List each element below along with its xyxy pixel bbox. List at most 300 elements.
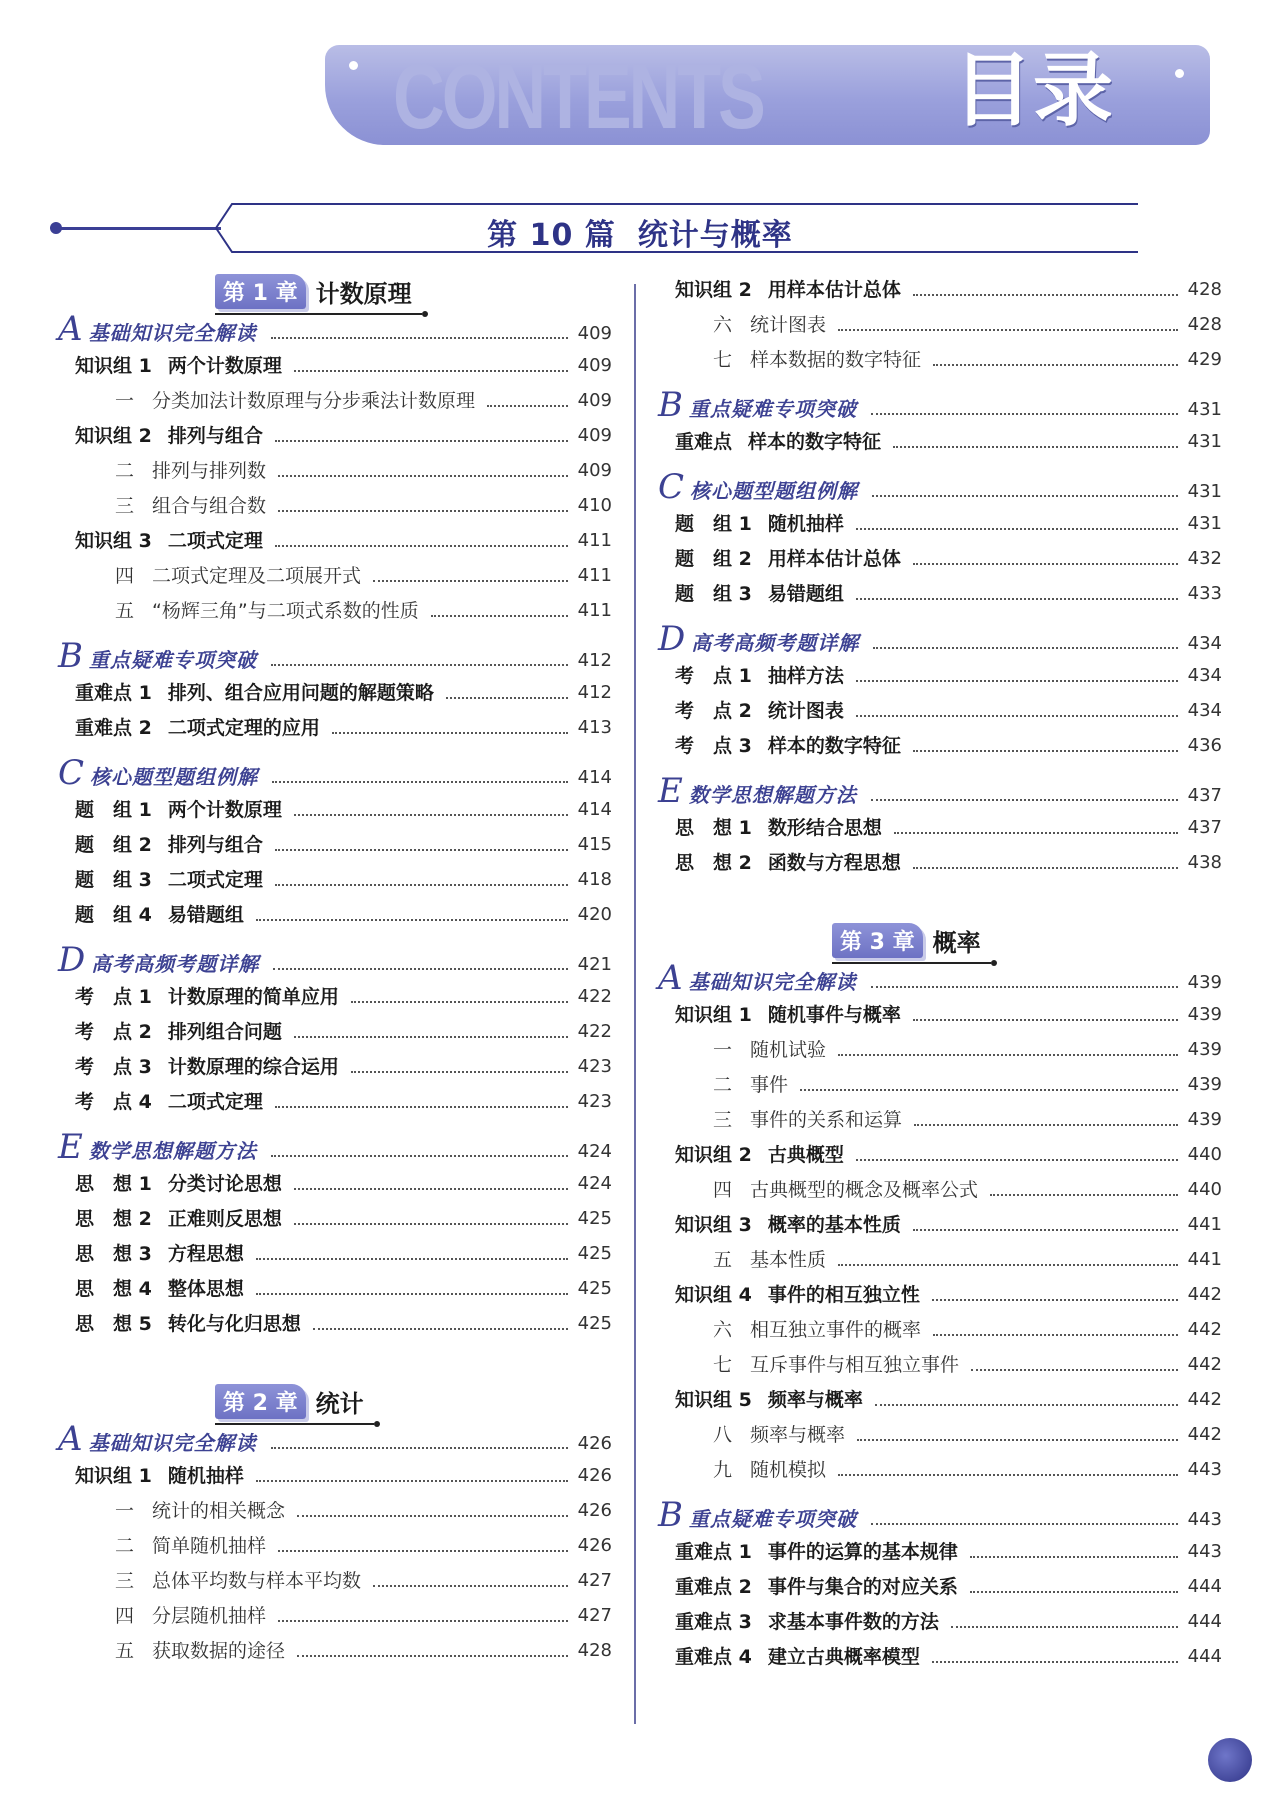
entry-label: 排列与组合 (167, 425, 263, 447)
dot-leader (273, 968, 567, 970)
page-number: 429 (1187, 349, 1222, 370)
page-number: 444 (1187, 1611, 1222, 1632)
dot-leader (951, 1626, 1178, 1628)
entry-prefix: 重难点 1 (75, 682, 152, 704)
page-number: 425 (577, 1208, 612, 1229)
page-number: 426 (577, 1433, 612, 1454)
toc-entry (713, 1178, 1222, 1202)
toc-entry (75, 868, 612, 892)
dot-leader (990, 1194, 1178, 1196)
page-number: 440 (1187, 1179, 1222, 1200)
dot-leader (838, 1054, 1178, 1056)
entry-label: 样本的数字特征 (748, 431, 882, 453)
toc-entry (75, 1020, 612, 1044)
entry-label: 两个计数原理 (167, 355, 282, 377)
section-title: 高考高频考题详解 (91, 952, 260, 976)
dot-leader (913, 750, 1178, 752)
dot-leader (431, 615, 568, 617)
entry-prefix: 题 组 3 (75, 869, 152, 891)
page-number: 420 (577, 904, 612, 925)
entry-prefix: 知识组 2 (675, 279, 752, 301)
page-number: 427 (577, 1605, 612, 1626)
dot-leader (373, 580, 568, 582)
entry-prefix: 知识组 3 (675, 1214, 752, 1236)
page-number: 415 (577, 834, 612, 855)
page-number: 428 (1187, 314, 1222, 335)
page-number: 444 (1187, 1576, 1222, 1597)
entry-prefix: 九 (713, 1459, 733, 1481)
entry-prefix: 重难点 1 (675, 1541, 752, 1563)
dot-leader (838, 1264, 1178, 1266)
banner-dot-left (349, 61, 358, 70)
entry-label: 样本的数字特征 (767, 735, 901, 757)
entry-label: 事件的关系和运算 (750, 1109, 903, 1131)
section-title: 基础知识完全解读 (88, 321, 257, 345)
dot-leader (838, 1474, 1178, 1476)
toc-entry (75, 985, 612, 1009)
toc-entry (675, 1213, 1222, 1237)
dot-leader (271, 1447, 568, 1449)
section-title: 数学思想解题方法 (688, 783, 857, 807)
toc-entry (75, 1464, 612, 1488)
page-corner-tab (1208, 1738, 1252, 1782)
toc-entry (713, 1073, 1222, 1097)
dot-leader (256, 1293, 568, 1295)
toc-entry (675, 1575, 1222, 1599)
section-letter: B (658, 1495, 683, 1535)
dot-leader (838, 329, 1178, 331)
toc-entry (115, 564, 612, 588)
page-number: 427 (577, 1570, 612, 1591)
entry-label: 函数与方程思想 (767, 852, 901, 874)
page-number: 425 (577, 1278, 612, 1299)
page-number: 442 (1187, 1424, 1222, 1445)
section-letter: C (58, 753, 85, 793)
page-number: 437 (1187, 785, 1222, 806)
page-number: 434 (1187, 633, 1222, 654)
page-number: 438 (1187, 852, 1222, 873)
toc-entry (115, 494, 612, 518)
toc-entry (115, 1639, 612, 1663)
dot-leader (313, 1328, 568, 1330)
chapter-title: 概率 (932, 929, 981, 957)
dot-leader (332, 732, 568, 734)
chapter-heading (215, 274, 412, 309)
toc-entry (75, 798, 612, 822)
page-number: 423 (577, 1056, 612, 1077)
entry-label: 计数原理的简单应用 (167, 986, 339, 1008)
entry-prefix: 思 想 5 (75, 1313, 152, 1335)
entry-prefix: 知识组 1 (75, 355, 152, 377)
dot-leader (871, 986, 1178, 988)
entry-label: 相互独立事件的概率 (750, 1319, 922, 1341)
toc-entry (675, 1283, 1222, 1307)
dot-leader (351, 1071, 568, 1073)
entry-label: 二项式定理 (167, 530, 263, 552)
entry-prefix: 思 想 1 (75, 1173, 152, 1195)
entry-prefix: 知识组 5 (675, 1389, 752, 1411)
page-number: 428 (577, 1640, 612, 1661)
page-number: 437 (1187, 817, 1222, 838)
entry-prefix: 考 点 1 (75, 986, 152, 1008)
entry-prefix: 七 (713, 1354, 733, 1376)
entry-prefix: 重难点 2 (75, 717, 152, 739)
toc-entry (75, 424, 612, 448)
entry-prefix: 考 点 2 (75, 1021, 152, 1043)
entry-prefix: 二 (115, 1535, 135, 1557)
dot-leader (271, 337, 568, 339)
dot-leader (275, 849, 568, 851)
toc-entry (75, 833, 612, 857)
chapter-heading (215, 1384, 364, 1419)
entry-prefix: 重难点 2 (675, 1576, 752, 1598)
toc-entry (713, 1423, 1222, 1447)
entry-label: 分类加法计数原理与分步乘法计数原理 (152, 390, 476, 412)
dot-leader (278, 510, 568, 512)
entry-prefix: 五 (115, 600, 135, 622)
dot-leader (933, 1334, 1178, 1336)
toc-entry (75, 1242, 612, 1266)
page-number: 410 (577, 495, 612, 516)
dot-leader (278, 475, 568, 477)
dot-leader (872, 495, 1178, 497)
page-number: 414 (577, 767, 612, 788)
entry-label: 样本数据的数字特征 (750, 349, 922, 371)
section-title: 数学思想解题方法 (88, 1139, 257, 1163)
dot-leader (856, 528, 1178, 530)
dot-leader (894, 832, 1178, 834)
toc-entry (713, 1353, 1222, 1377)
dot-leader (970, 1556, 1178, 1558)
entry-prefix: 知识组 4 (675, 1284, 752, 1306)
entry-prefix: 一 (115, 1500, 135, 1522)
dot-leader (275, 884, 568, 886)
page-number: 444 (1187, 1646, 1222, 1667)
dot-leader (275, 440, 568, 442)
dot-leader (933, 364, 1178, 366)
dot-leader (271, 664, 568, 666)
entry-prefix: 题 组 3 (675, 583, 752, 605)
dot-leader (913, 294, 1178, 296)
entry-label: 数形结合思想 (767, 817, 882, 839)
dot-leader (857, 1439, 1178, 1441)
entry-label: 简单随机抽样 (152, 1535, 267, 1557)
page-number: 431 (1187, 513, 1222, 534)
page-number: 426 (577, 1465, 612, 1486)
entry-prefix: 三 (115, 1570, 135, 1592)
page-number: 409 (577, 323, 612, 344)
toc-entry (675, 1003, 1222, 1027)
entry-label: 总体平均数与样本平均数 (152, 1570, 362, 1592)
entry-prefix: 六 (713, 1319, 733, 1341)
section-letter: D (58, 940, 86, 980)
dot-leader (275, 1106, 568, 1108)
entry-prefix: 知识组 3 (75, 530, 152, 552)
dot-leader (297, 1655, 568, 1657)
entry-prefix: 八 (713, 1424, 733, 1446)
dot-leader (856, 1159, 1178, 1161)
entry-label: 二项式定理及二项展开式 (152, 565, 362, 587)
toc-entry (713, 1318, 1222, 1342)
banner-title: 目录 (953, 45, 1113, 137)
page-number: 441 (1187, 1249, 1222, 1270)
entry-label: 组合与组合数 (152, 495, 267, 517)
section-heading (58, 753, 612, 793)
entry-prefix: 考 点 3 (675, 735, 752, 757)
entry-label: 分层随机抽样 (152, 1605, 267, 1627)
entry-label: 统计图表 (750, 314, 827, 336)
entry-prefix: 考 点 2 (675, 700, 752, 722)
page-number: 442 (1187, 1319, 1222, 1340)
page-number: 442 (1187, 1389, 1222, 1410)
entry-label: 排列、组合应用问题的解题策略 (167, 682, 434, 704)
dot-leader (373, 1585, 568, 1587)
section-title: 重点疑难专项突破 (689, 397, 857, 421)
dot-leader (294, 370, 568, 372)
toc-entry (75, 716, 612, 740)
entry-label: 事件的运算的基本规律 (767, 1541, 958, 1563)
section-heading (58, 636, 612, 676)
entry-label: 随机抽样 (767, 513, 844, 535)
page-number: 409 (577, 425, 612, 446)
entry-label: 计数原理的综合运用 (167, 1056, 339, 1078)
page-number: 439 (1187, 1109, 1222, 1130)
dot-leader (256, 1258, 568, 1260)
entry-prefix: 一 (713, 1039, 733, 1061)
section-title: 高考高频考题详解 (691, 631, 860, 655)
toc-entry (115, 1534, 612, 1558)
toc-entry (713, 313, 1222, 337)
section-title: 重点疑难专项突破 (689, 1507, 857, 1531)
entry-prefix: 题 组 2 (75, 834, 152, 856)
toc-entry (675, 699, 1222, 723)
entry-prefix: 四 (115, 1605, 135, 1627)
dot-leader (294, 814, 568, 816)
section-letter: B (658, 385, 683, 425)
toc-entry (675, 734, 1222, 758)
entry-label: 二项式定理 (167, 869, 263, 891)
page-number: 431 (1187, 399, 1222, 420)
page-number: 443 (1187, 1459, 1222, 1480)
entry-label: 排列与排列数 (152, 460, 267, 482)
dot-leader (271, 1155, 568, 1157)
entry-label: 方程思想 (167, 1243, 244, 1265)
page-number: 439 (1187, 1039, 1222, 1060)
toc-entry (675, 547, 1222, 571)
entry-prefix: 四 (115, 565, 135, 587)
section-title: 重点疑难专项突破 (89, 648, 257, 672)
entry-prefix: 题 组 1 (675, 513, 752, 535)
section-heading (658, 619, 1222, 659)
entry-label: 正难则反思想 (167, 1208, 282, 1230)
toc-entry (115, 1569, 612, 1593)
entry-prefix: 三 (713, 1109, 733, 1131)
section-title: 核心题型题组例解 (90, 765, 259, 789)
page-number: 424 (577, 1141, 612, 1162)
dot-leader (272, 781, 568, 783)
toc-entry (115, 1499, 612, 1523)
dot-leader (351, 1001, 568, 1003)
page-number: 439 (1187, 1004, 1222, 1025)
toc-entry (675, 582, 1222, 606)
toc-entry (713, 1458, 1222, 1482)
entry-prefix: 五 (115, 1640, 135, 1662)
section-heading (58, 309, 612, 349)
entry-prefix: 重难点 3 (675, 1611, 752, 1633)
entry-label: 统计图表 (767, 700, 844, 722)
page-number: 439 (1187, 1074, 1222, 1095)
toc-entry (675, 278, 1222, 302)
toc-entry (675, 430, 1222, 454)
dot-leader (971, 1369, 1178, 1371)
page-number: 442 (1187, 1354, 1222, 1375)
page-number: 409 (577, 390, 612, 411)
entry-prefix: 四 (713, 1179, 733, 1201)
page-number: 426 (577, 1500, 612, 1521)
entry-label: 基本性质 (750, 1249, 827, 1271)
page-number: 436 (1187, 735, 1222, 756)
dot-leader (871, 1523, 1178, 1525)
entry-prefix: 五 (713, 1249, 733, 1271)
entry-label: 易错题组 (167, 904, 244, 926)
dot-leader (873, 647, 1177, 649)
entry-prefix: 二 (713, 1074, 733, 1096)
entry-prefix: 题 组 2 (675, 548, 752, 570)
toc-entry (115, 1604, 612, 1628)
entry-label: 二项式定理 (167, 1091, 263, 1113)
page-number: 443 (1187, 1541, 1222, 1562)
entry-label: 二项式定理的应用 (167, 717, 320, 739)
dot-leader (913, 867, 1178, 869)
entry-prefix: 思 想 2 (75, 1208, 152, 1230)
toc-entry (115, 459, 612, 483)
chapter-heading (832, 923, 981, 958)
entry-label: 古典概型的概念及概率公式 (750, 1179, 979, 1201)
page-number: 431 (1187, 431, 1222, 452)
section-heading (658, 385, 1222, 425)
page-number: 425 (577, 1243, 612, 1264)
entry-label: 统计的相关概念 (152, 1500, 286, 1522)
page-number: 439 (1187, 972, 1222, 993)
chapter-badge: 第 2 章 (215, 1384, 306, 1419)
page-number: 411 (577, 530, 612, 551)
page-number: 422 (577, 986, 612, 1007)
page-number: 440 (1187, 1144, 1222, 1165)
toc-entry (75, 1312, 612, 1336)
entry-label: 排列与组合 (167, 834, 263, 856)
section-letter: A (658, 958, 683, 998)
page-number: 413 (577, 717, 612, 738)
toc-entry (713, 348, 1222, 372)
entry-label: 随机事件与概率 (767, 1004, 901, 1026)
section-title: 基础知识完全解读 (688, 970, 857, 994)
dot-leader (297, 1515, 568, 1517)
section-letter: B (58, 636, 83, 676)
dot-leader (278, 1550, 568, 1552)
entry-prefix: 一 (115, 390, 135, 412)
page-number: 442 (1187, 1284, 1222, 1305)
page-number: 414 (577, 799, 612, 820)
page-number: 412 (577, 682, 612, 703)
entry-label: 获取数据的途径 (152, 1640, 286, 1662)
entry-prefix: 知识组 1 (675, 1004, 752, 1026)
page-number: 434 (1187, 700, 1222, 721)
entry-label: 随机抽样 (167, 1465, 244, 1487)
section-letter: A (58, 1419, 83, 1459)
entry-prefix: 考 点 3 (75, 1056, 152, 1078)
toc-entry (75, 1207, 612, 1231)
section-heading (58, 1127, 612, 1167)
entry-label: 求基本事件数的方法 (767, 1611, 939, 1633)
section-letter: A (58, 309, 83, 349)
section-heading (58, 940, 612, 980)
page-number: 431 (1187, 481, 1222, 502)
toc-entry (75, 1277, 612, 1301)
dot-leader (294, 1036, 568, 1038)
entry-label: “杨辉三角”与二项式系数的性质 (152, 600, 419, 622)
dot-leader (913, 1229, 1178, 1231)
entry-label: 两个计数原理 (167, 799, 282, 821)
toc-entry (75, 354, 612, 378)
entry-label: 易错题组 (767, 583, 844, 605)
entry-label: 事件的相互独立性 (767, 1284, 920, 1306)
page-number: 432 (1187, 548, 1222, 569)
toc-entry (675, 816, 1222, 840)
section-letter: E (658, 771, 683, 811)
entry-label: 概率的基本性质 (767, 1214, 901, 1236)
page-number: 443 (1187, 1509, 1222, 1530)
page-number: 424 (577, 1173, 612, 1194)
dot-leader (871, 413, 1178, 415)
section-letter: D (658, 619, 686, 659)
page-number: 409 (577, 355, 612, 376)
entry-label: 分类讨论思想 (167, 1173, 282, 1195)
dot-leader (256, 1480, 568, 1482)
entry-label: 用样本估计总体 (767, 548, 901, 570)
entry-prefix: 知识组 2 (675, 1144, 752, 1166)
dot-leader (871, 799, 1178, 801)
part-name: 统计与概率 (637, 218, 793, 253)
section-heading (658, 467, 1222, 507)
contents-word: CONTENTS (393, 46, 763, 145)
banner-dot-right (1175, 69, 1184, 78)
toc-entry (75, 903, 612, 927)
dot-leader (800, 1089, 1178, 1091)
toc-entry (713, 1038, 1222, 1062)
toc-entry (675, 1388, 1222, 1412)
entry-label: 随机模拟 (750, 1459, 827, 1481)
dot-leader (932, 1661, 1178, 1663)
toc-entry (675, 1645, 1222, 1669)
page-number: 422 (577, 1021, 612, 1042)
dot-leader (294, 1188, 568, 1190)
entry-label: 互斥事件与相互独立事件 (750, 1354, 960, 1376)
entry-label: 建立古典概率模型 (767, 1646, 920, 1668)
entry-prefix: 思 想 2 (675, 852, 752, 874)
toc-entry (675, 851, 1222, 875)
dot-leader (278, 1620, 568, 1622)
toc-entry (675, 1540, 1222, 1564)
entry-prefix: 知识组 2 (75, 425, 152, 447)
dot-leader (932, 1299, 1178, 1301)
page-number: 433 (1187, 583, 1222, 604)
entry-label: 用样本估计总体 (767, 279, 901, 301)
column-divider (634, 284, 636, 1724)
toc-entry (75, 1172, 612, 1196)
chapter-title: 计数原理 (315, 280, 412, 308)
entry-prefix: 二 (115, 460, 135, 482)
dot-leader (856, 598, 1178, 600)
